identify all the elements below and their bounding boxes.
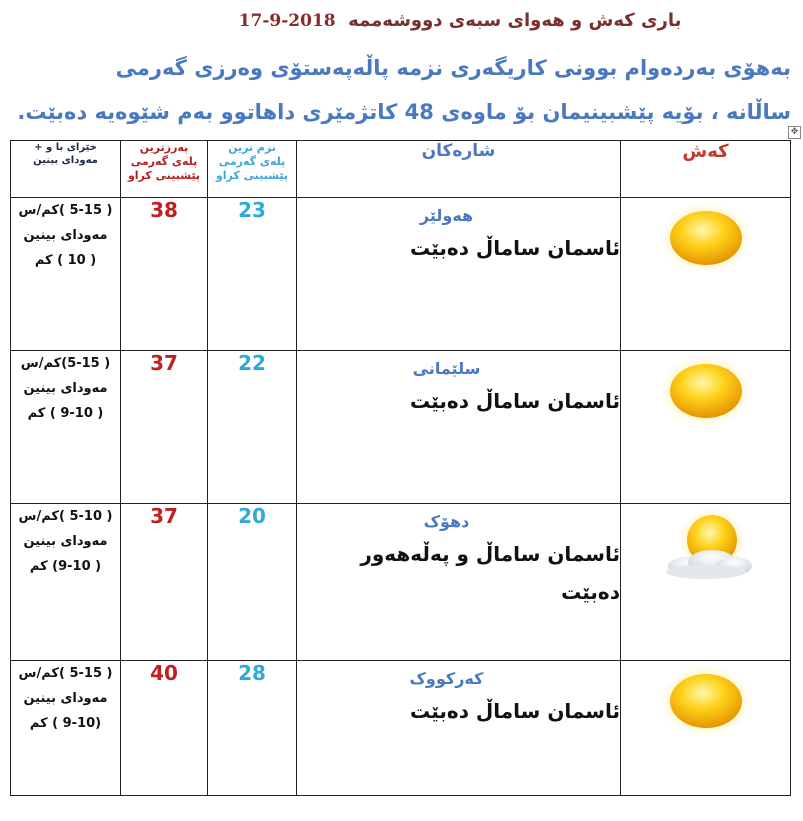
table-move-handle-icon[interactable]: ✥ — [788, 126, 801, 139]
header-condition: کەش — [621, 141, 791, 198]
max-temp: 37 — [121, 351, 208, 504]
condition-icon-cell — [621, 351, 791, 504]
condition-icon-cell — [621, 504, 791, 661]
city-cell — [297, 504, 621, 661]
table-row — [11, 198, 791, 351]
header-min-temp: نزم ترین پلەی گەرمی پێشبینی کراو — [208, 141, 297, 198]
table-header-row — [11, 141, 791, 198]
city-cell — [297, 351, 621, 504]
header-cities: شارەکان — [297, 141, 621, 198]
sun-icon — [651, 661, 761, 741]
max-temp: 37 — [121, 504, 208, 661]
min-temp: 28 — [208, 661, 297, 796]
sun-icon — [651, 351, 761, 431]
wind-visibility-cell: ( 5-15 )کم/س مەودای بینین (9-10 ) کم — [11, 661, 121, 796]
wind-visibility-cell: ( 5-10 )کم/س مەودای بینین ( 9-10) کم — [11, 504, 121, 661]
table-row — [11, 661, 791, 796]
forecast-table — [10, 140, 791, 796]
city-name: کەرکووک — [409, 669, 484, 688]
sun-icon — [651, 198, 761, 278]
forecast-title — [220, 10, 700, 31]
condition-text: ئاسمان ساماڵ و پەڵەهەور دەبێت — [360, 542, 620, 604]
forecast-date: 2018-9-17 — [238, 11, 336, 31]
intro-line-1: بەهۆی بەردەوام بوونی کاریگەری نزمە پاڵەپەستۆی وەرزی گەرمی — [115, 56, 791, 80]
condition-text: ئاسمان ساماڵ دەبێت — [410, 699, 620, 723]
condition-text: ئاسمان ساماڵ دەبێت — [410, 389, 620, 413]
city-name: دهۆک — [423, 512, 470, 531]
title-text: باری کەش و هەوای سبەی دووشەممە — [348, 10, 682, 31]
condition-icon-cell — [621, 661, 791, 796]
condition-text: ئاسمان ساماڵ دەبێت — [410, 236, 620, 260]
sun-cloud-icon — [646, 504, 766, 594]
city-name: سلێمانی — [412, 359, 481, 378]
wind-visibility-cell: ( 5-15)کم/س مەودای بینین ( 9-10 ) کم — [11, 351, 121, 504]
wind-visibility-cell: ( 5-15 )کم/س مەودای بینین ( 10 ) کم — [11, 198, 121, 351]
city-name: هەولێر — [419, 206, 474, 225]
city-cell — [297, 661, 621, 796]
table-row — [11, 351, 791, 504]
city-cell — [297, 198, 621, 351]
intro-paragraph — [17, 46, 791, 134]
header-wind-visibility: خێرای با و + مەودای بینین — [11, 141, 121, 198]
max-temp: 38 — [121, 198, 208, 351]
min-temp: 22 — [208, 351, 297, 504]
header-max-temp: پەرزترین پلەی گەرمی پێشبینی کراو — [121, 141, 208, 198]
table-row — [11, 504, 791, 661]
condition-icon-cell — [621, 198, 791, 351]
min-temp: 20 — [208, 504, 297, 661]
min-temp: 23 — [208, 198, 297, 351]
intro-line-2: ساڵانە ، بۆیە پێشبینیمان بۆ ماوەی 48 کاتژمێری داهاتوو بەم شێوەیە دەبێت. — [17, 100, 791, 124]
max-temp: 40 — [121, 661, 208, 796]
